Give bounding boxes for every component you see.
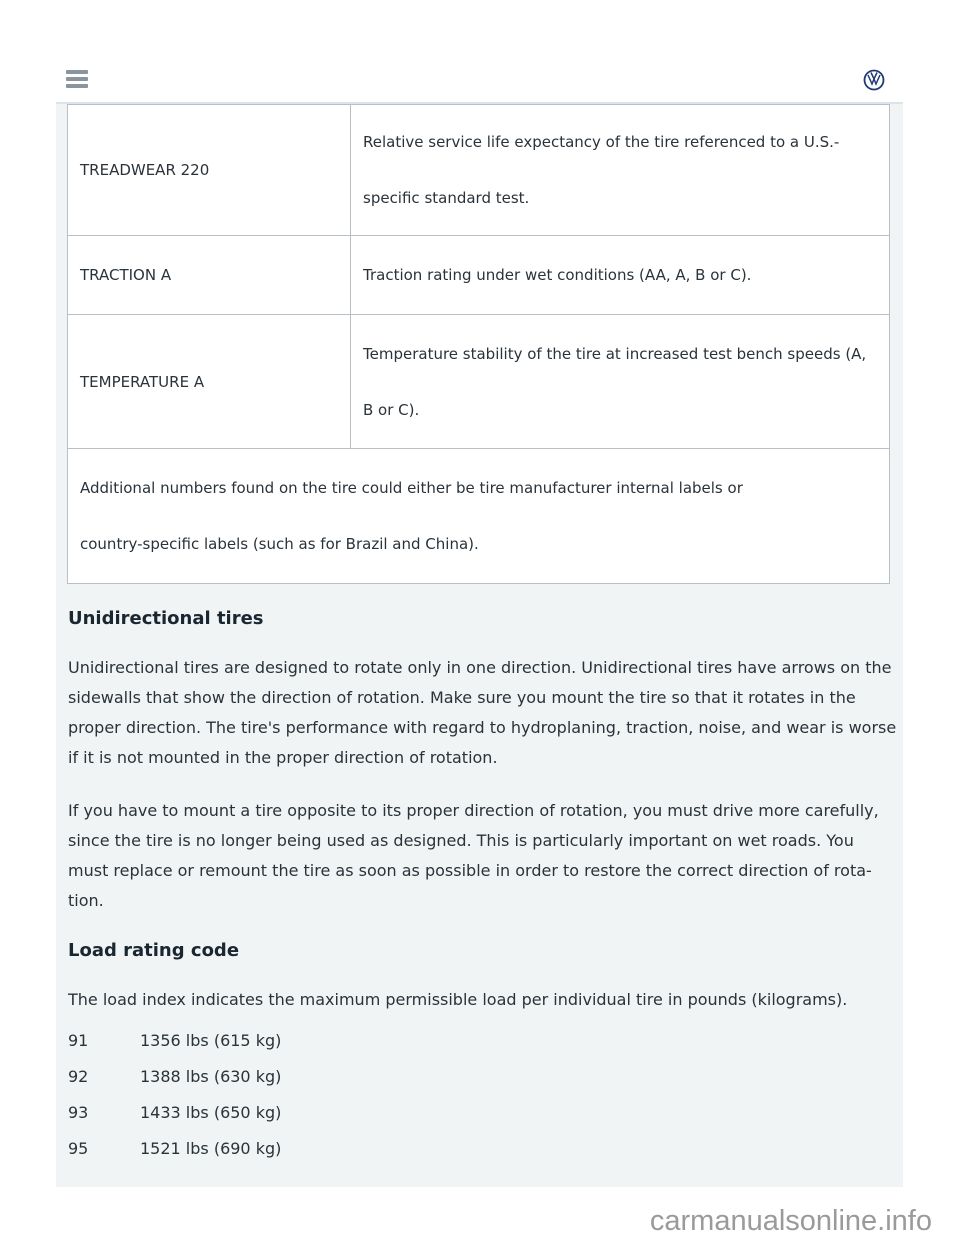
- table-note: Additional numbers found on the tire could either be tire manufacturer internal labels or country-specific labels (such as for Brazil and China).: [68, 449, 890, 584]
- watermark: carmanualsonline.info: [649, 1205, 932, 1237]
- load-row: [68, 1103, 281, 1122]
- load-value: 1521 lbs (690 kg): [140, 1139, 282, 1158]
- load-index: 92: [68, 1067, 89, 1086]
- menu-icon[interactable]: [66, 70, 88, 88]
- table-row: [68, 236, 890, 315]
- paragraph: Unidirectional tires are designed to rotate only in one direction. Unidirectional tires have arrows on the sidewalls that show the direction of rotation. Make sure you mount the tire so that it rotates in the proper direction. The tire's performance with regard to hydroplaning, traction, noise, and wear is worse if it is not mounted in the proper direction of rotation.: [68, 658, 897, 767]
- load-row: [68, 1067, 281, 1086]
- load-index: 93: [68, 1103, 89, 1122]
- description: Temperature stability of the tire at increased test bench speeds (A, B or C).: [351, 315, 890, 449]
- table-row: [68, 315, 890, 449]
- load-row: [68, 1139, 281, 1158]
- load-row: [68, 1031, 281, 1050]
- table-row: [68, 105, 890, 236]
- description: Traction rating under wet conditions (AA, A, B or C).: [351, 236, 890, 315]
- section-heading: Unidirectional tires: [68, 608, 264, 629]
- vw-logo-icon[interactable]: [863, 69, 885, 91]
- description: Relative service life expectancy of the tire referenced to a U.S.-specific standard test.: [351, 105, 890, 236]
- content-panel: [56, 102, 903, 1187]
- term: TEMPERATURE A: [68, 315, 351, 449]
- paragraph: The load index indicates the maximum permissible load per individual tire in pounds (kilograms).: [68, 990, 848, 1009]
- paragraph: If you have to mount a tire opposite to its proper direction of rotation, you must drive more carefully, since the tire is no longer being used as designed. This is particularly important on wet roads. You must replace or remount the tire as soon as possible in order to restore the correct direction of rota-tion.: [68, 801, 879, 910]
- top-bar: [0, 0, 960, 102]
- load-value: 1388 lbs (630 kg): [140, 1067, 282, 1086]
- load-index: 95: [68, 1139, 89, 1158]
- load-index: 91: [68, 1031, 89, 1050]
- term: TREADWEAR 220: [68, 105, 351, 236]
- tire-marking-table: [67, 104, 890, 584]
- term: TRACTION A: [68, 236, 351, 315]
- load-value: 1433 lbs (650 kg): [140, 1103, 282, 1122]
- table-row: [68, 449, 890, 584]
- load-value: 1356 lbs (615 kg): [140, 1031, 282, 1050]
- section-heading: Load rating code: [68, 940, 240, 961]
